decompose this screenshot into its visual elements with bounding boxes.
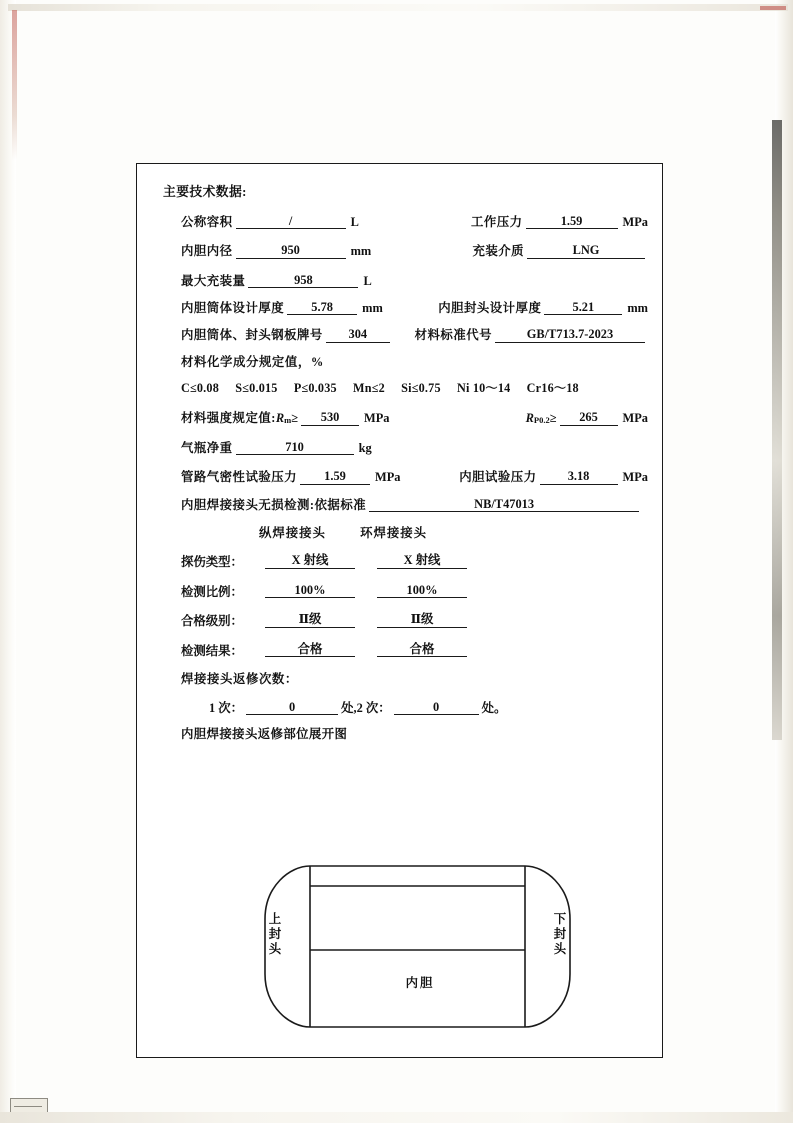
chem-mn: Mn≤2 [353, 381, 385, 396]
symbol-rm-compare: ≥ [291, 411, 299, 426]
form-row-inner-diameter [159, 243, 648, 257]
scan-mark-red-top [760, 6, 786, 10]
label-nominal-volume: 公称容积 [181, 214, 233, 229]
value-inspection-type-circumferential: X 射线 [377, 554, 467, 568]
label-material-standard: 材料标准代号 [414, 328, 492, 343]
value-inner-test-pressure: 3.18 [540, 470, 618, 484]
scan-mark-dark-right [772, 120, 782, 740]
unit-nominal-volume: L [350, 214, 359, 229]
form-row-nominal-volume [159, 214, 648, 228]
expansion-diagram-title: 内胆焊接接头返修部位展开图 [181, 726, 348, 741]
symbol-rm-subscript: m [284, 415, 292, 426]
value-inspection-result-longitudinal: 合格 [265, 643, 355, 657]
chem-s: S≤0.015 [235, 381, 278, 396]
repair-count-row [159, 700, 648, 714]
form-row-pressure-tests [159, 469, 648, 483]
label-max-filling: 最大充装量 [181, 273, 246, 288]
value-rp: 265 [560, 411, 618, 425]
weld-row-result [159, 643, 648, 657]
scan-top-streak [8, 4, 788, 11]
scan-mark-red-left [12, 10, 17, 160]
label-inspection-result: 检测结果： [181, 643, 243, 658]
symbol-rp-compare: ≥ [549, 411, 557, 426]
unit-inner-test-pressure: MPa [622, 470, 648, 485]
weld-table-header [159, 527, 648, 539]
symbol-rm: R [275, 411, 285, 426]
label-repair-end: 处。 [481, 700, 507, 715]
label-pipe-tightness-pressure: 管路气密性试验压力 [181, 470, 298, 485]
symbol-rp: R [525, 411, 534, 426]
label-inspection-ratio: 检测比例： [181, 584, 243, 599]
label-repair-second: 处,2 次： [341, 700, 391, 715]
chemical-composition-values [159, 382, 648, 394]
label-head-thickness: 内胆封头设计厚度 [438, 301, 542, 316]
value-repair-second: 0 [394, 701, 479, 715]
unit-working-pressure: MPa [622, 214, 648, 229]
repair-count-title: 焊接接头返修次数： [181, 672, 298, 687]
weld-col2-header: 环焊接接头 [360, 526, 428, 541]
label-net-weight: 气瓶净重 [181, 440, 233, 455]
chem-cr: Cr16～18 [526, 381, 579, 396]
unit-max-filling: L [363, 273, 372, 288]
label-inspection-type: 探伤类型： [181, 555, 243, 570]
chem-ni: Ni 10～14 [457, 381, 511, 396]
label-filling-medium: 充装介质 [472, 244, 524, 259]
diagram-label-inner-vessel: 内胆 [405, 976, 435, 990]
value-rm: 530 [301, 411, 359, 425]
unit-head-thickness: mm [627, 301, 648, 316]
label-repair-first: 1 次： [209, 700, 244, 715]
label-material-strength: 材料强度规定值: [181, 411, 276, 426]
unit-shell-thickness: mm [362, 301, 383, 316]
value-inspection-ratio-circumferential: 100% [377, 584, 467, 598]
value-inspection-type-longitudinal: X 射线 [265, 554, 355, 568]
form-row-ndt-standard [159, 497, 648, 511]
chem-si: Si≤0.75 [401, 381, 441, 396]
unit-rp: MPa [622, 411, 648, 426]
scan-bottom-streak [0, 1112, 793, 1123]
value-net-weight: 710 [236, 441, 354, 455]
chemical-composition-title: 材料化学成分规定值，% [181, 354, 324, 369]
label-inner-diameter: 内胆内径 [181, 244, 233, 259]
value-repair-first: 0 [246, 701, 338, 715]
diagram-label-upper-head: 上封头 [268, 912, 282, 956]
form-row-shell-thickness [159, 300, 648, 314]
value-shell-thickness: 5.78 [287, 301, 357, 315]
form-row-max-filling [159, 273, 648, 287]
unit-net-weight: kg [358, 440, 372, 455]
value-acceptance-level-circumferential: Ⅱ级 [377, 613, 467, 627]
value-material-standard: GB/T713.7-2023 [495, 328, 645, 342]
form-row-net-weight [159, 440, 648, 454]
value-max-filling: 958 [248, 274, 358, 288]
value-head-thickness: 5.21 [544, 301, 622, 315]
chem-c: C≤0.08 [181, 381, 220, 396]
label-ndt-standard: 内胆焊接接头无损检测:依据标准 [181, 497, 367, 512]
diagram-label-lower-head: 下封头 [553, 912, 567, 956]
label-steel-grade: 内胆筒体、封头钢板牌号 [181, 328, 323, 343]
unit-inner-diameter: mm [350, 244, 372, 259]
value-inner-diameter: 950 [236, 244, 346, 258]
form-row-material-strength [159, 410, 648, 424]
weld-row-inspection-type [159, 554, 648, 568]
chem-p: P≤0.035 [293, 381, 337, 396]
section-title: 主要技术数据: [163, 185, 247, 199]
form-row-steel-grade [159, 327, 648, 341]
value-inspection-result-circumferential: 合格 [377, 643, 467, 657]
technical-data-form [136, 163, 663, 1058]
value-inspection-ratio-longitudinal: 100% [265, 584, 355, 598]
value-pipe-tightness-pressure: 1.59 [300, 470, 370, 484]
unit-pipe-tightness-pressure: MPa [375, 470, 401, 485]
scan-edge-left [0, 0, 16, 1123]
label-inner-test-pressure: 内胆试验压力 [459, 470, 537, 485]
symbol-rp-subscript: P0.2 [533, 415, 550, 426]
weld-col1-header: 纵焊接接头 [259, 526, 326, 541]
value-ndt-standard: NB/T47013 [369, 498, 639, 512]
label-shell-thickness: 内胆筒体设计厚度 [181, 301, 285, 316]
value-steel-grade: 304 [326, 328, 390, 342]
weld-row-acceptance-level [159, 613, 648, 627]
tank-expansion-diagram [240, 864, 595, 1029]
value-acceptance-level-longitudinal: Ⅱ级 [265, 613, 355, 627]
label-working-pressure: 工作压力 [470, 214, 523, 229]
value-working-pressure: 1.59 [526, 215, 618, 229]
weld-row-inspection-ratio [159, 584, 648, 598]
value-nominal-volume: / [236, 215, 346, 229]
label-acceptance-level: 合格级别： [181, 614, 243, 629]
value-filling-medium: LNG [527, 244, 645, 258]
unit-rm: MPa [364, 411, 390, 426]
